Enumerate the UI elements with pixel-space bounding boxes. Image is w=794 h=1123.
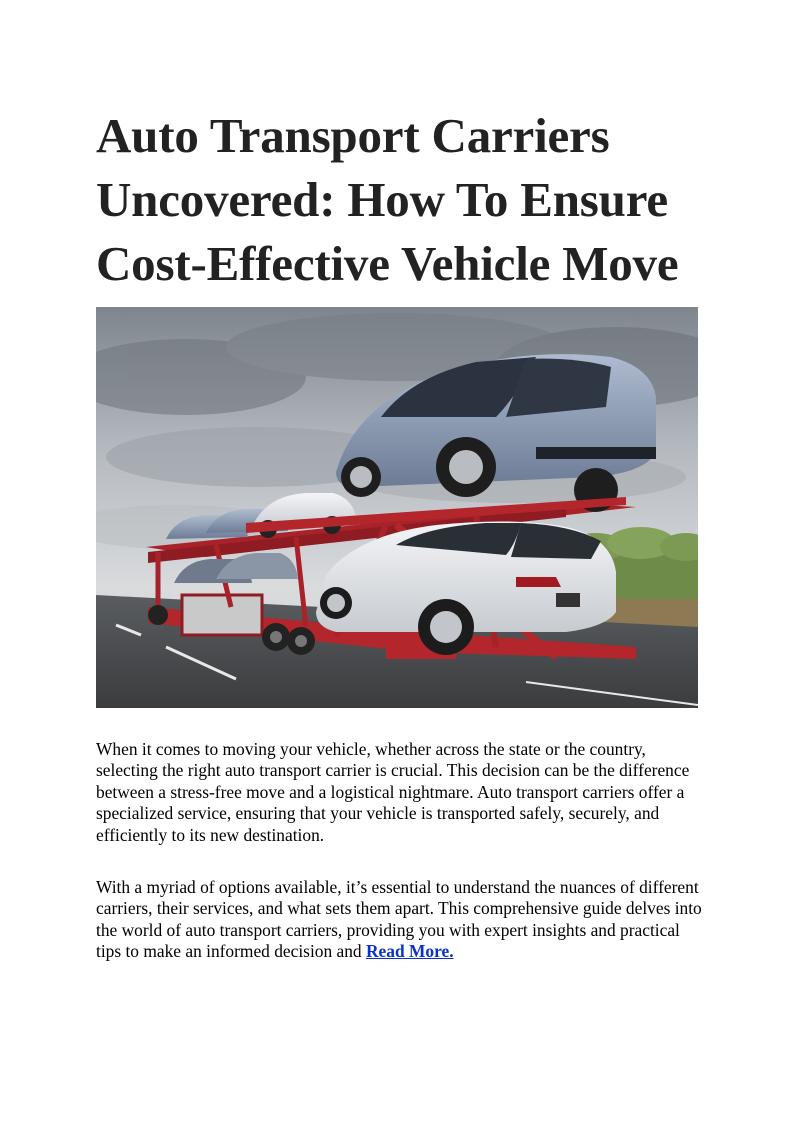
article-title: Auto Transport Carriers Uncovered: How To Ensure Cost-Effective Vehicle Move [96,108,679,291]
car-carrier-illustration [96,307,698,708]
intro-paragraph: When it comes to moving your vehicle, whether across the state or the country, selecting the right auto transport carrier is crucial. This decision can be the difference between a stress-free move and a logistical nightmare. Auto transport carriers offer a specialized service, ensuring that your vehicle is transported safely, securely, and efficiently to its new destination. [96,739,690,845]
guide-paragraph [96,877,706,963]
hero-image [96,307,698,708]
guide-paragraph-text: With a myriad of options available, it’s essential to understand the nuances of different carriers, their services, and what sets them apart. This comprehensive guide delves into the world of auto transport carriers, providing you with expert insights and practical tips to make an informed decision and [96,877,702,962]
read-more-link[interactable]: Read More. [365,941,454,962]
